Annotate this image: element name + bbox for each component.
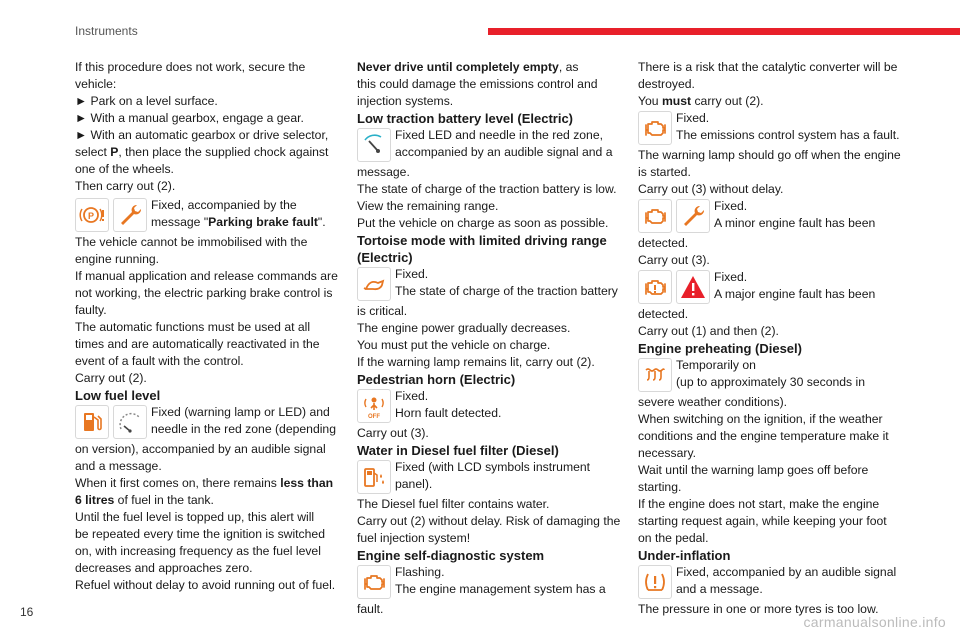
text-line: If the warning lamp remains lit, carry out (2).	[357, 355, 595, 369]
text-line: accompanied by an audible signal and a	[395, 145, 613, 159]
text-line: needle in the red zone (depending	[151, 422, 336, 436]
heading-engine-preheating: Engine preheating (Diesel)	[638, 341, 802, 356]
text-line: Carry out (1) and then (2).	[638, 324, 779, 338]
heading-low-traction-battery: Low traction battery level (Electric)	[357, 111, 574, 126]
text-line: Fixed, accompanied by the	[151, 198, 297, 212]
text-line: The emissions control system has a fault.	[676, 128, 900, 142]
engine-preheating-block	[638, 357, 908, 394]
text-line: The automatic functions must be used at all	[75, 320, 311, 334]
low-fuel-block	[75, 404, 340, 441]
parking-brake-warning-icon	[75, 198, 109, 232]
text-line: ► With an automatic gearbox or drive selector,	[75, 128, 329, 142]
fuel-gauge-icon	[113, 405, 147, 439]
text-line: Fixed.	[395, 389, 429, 403]
text-line: If manual application and release commands are	[75, 269, 338, 283]
text-line: message.	[357, 165, 410, 179]
text-line: The pressure in one or more tyres is too low.	[638, 602, 879, 616]
text-line: Fixed.	[676, 111, 710, 125]
column-middle	[357, 59, 622, 618]
fuel-pump-icon	[75, 405, 109, 439]
wrench-service-icon	[676, 199, 710, 233]
section-title: Instruments	[75, 24, 138, 38]
engine-exclamation-icon	[638, 270, 672, 304]
text-line: event of a fault with the control.	[75, 354, 244, 368]
text-line: Carry out (2) without delay. Risk of damaging the	[357, 514, 621, 528]
text-line: The vehicle cannot be immobilised with the	[75, 235, 308, 249]
text-line: one of the wheels.	[75, 162, 174, 176]
engine-icon	[638, 199, 672, 233]
text-line: Then carry out (2).	[75, 179, 176, 193]
text-line: faulty.	[75, 303, 107, 317]
text-line: The state of charge of the traction battery is low.	[357, 182, 617, 196]
text-line: (up to approximately 30 seconds in	[676, 375, 866, 389]
svg-text:P: P	[87, 211, 95, 221]
text-line: Fixed (with LCD symbols instrument	[395, 460, 591, 474]
text-line: decreases and approaches zero.	[75, 561, 253, 575]
text-line: starting request again, while keeping your foot	[638, 514, 887, 528]
heading-tortoise-mode: Tortoise mode with limited driving range	[357, 233, 607, 248]
text-line: The engine power gradually decreases.	[357, 321, 571, 335]
heading-water-in-diesel: Water in Diesel fuel filter (Diesel)	[357, 443, 559, 458]
text-line: View the remaining range.	[357, 199, 499, 213]
text-line: Refuel without delay to avoid running out of fuel.	[75, 578, 336, 592]
emissions-fault-block	[638, 110, 908, 147]
watermark: carmanualsonline.info	[803, 614, 946, 630]
heading-tortoise-mode-2: (Electric)	[357, 250, 413, 265]
text-line: engine running.	[75, 252, 160, 266]
text-line: Flashing.	[395, 565, 445, 579]
wrench-service-icon	[113, 198, 147, 232]
text-line: If the engine does not start, make the engine	[638, 497, 880, 511]
heading-pedestrian-horn: Pedestrian horn (Electric)	[357, 372, 516, 387]
text-line: detected.	[638, 307, 689, 321]
text-line: vehicle:	[75, 77, 117, 91]
text-line: Fixed.	[714, 270, 748, 284]
red-warning-triangle-icon	[676, 270, 710, 304]
text-line: be repeated every time the ignition is switched	[75, 527, 325, 541]
engine-emissions-icon	[638, 111, 672, 145]
text-line: If this procedure does not work, secure the	[75, 60, 306, 74]
engine-warning-icon	[357, 565, 391, 599]
text-line: The state of charge of the traction battery	[395, 284, 618, 298]
pedestrian-horn-off-icon	[357, 389, 391, 423]
text-line: destroyed.	[638, 77, 695, 91]
text-line: You must put the vehicle on charge.	[357, 338, 551, 352]
text-line: A major engine fault has been	[714, 287, 876, 301]
column-left	[75, 59, 340, 594]
text-line: on, with increasing frequency as the fuel level	[75, 544, 321, 558]
text-line: Horn fault detected.	[395, 406, 502, 420]
text-line: conditions and the engine temperature make it	[638, 429, 889, 443]
text-line: When it first comes on, there remains less than	[75, 476, 334, 490]
text-line: on version), accompanied by an audible signal	[75, 442, 326, 456]
text-line: Fixed LED and needle in the red zone,	[395, 128, 604, 142]
water-in-fuel-icon	[357, 460, 391, 494]
engine-self-diagnostic-block	[357, 564, 622, 601]
text-line: Wait until the warning lamp goes off before	[638, 463, 869, 477]
text-line: Put the vehicle on charge as soon as possible.	[357, 216, 609, 230]
text-line: Carry out (2).	[75, 371, 147, 385]
text-line: is started.	[638, 165, 691, 179]
column-right	[638, 59, 908, 618]
text-line: The warning lamp should go off when the engine	[638, 148, 901, 162]
tortoise-mode-block	[357, 266, 622, 303]
text-line: message "Parking brake fault".	[151, 215, 326, 229]
text-line: 6 litres of fuel in the tank.	[75, 493, 214, 507]
text-line: Carry out (3) without delay.	[638, 182, 784, 196]
text-line: necessary.	[638, 446, 697, 460]
text-line: There is a risk that the catalytic converter will be	[638, 60, 898, 74]
water-in-diesel-block	[357, 459, 622, 496]
text-line: select P, then place the supplied chock against	[75, 145, 329, 159]
text-line: starting.	[638, 480, 682, 494]
text-line: Until the fuel level is topped up, this alert will	[75, 510, 315, 524]
major-engine-fault-block	[638, 269, 908, 306]
tyre-pressure-icon	[638, 565, 672, 599]
heading-low-fuel: Low fuel level	[75, 388, 161, 403]
text-line: Fixed (warning lamp or LED) and	[151, 405, 330, 419]
text-line: ► With a manual gearbox, engage a gear.	[75, 111, 304, 125]
tortoise-icon	[357, 267, 391, 301]
text-line: fuel injection system!	[357, 531, 471, 545]
glow-plug-icon	[638, 358, 672, 392]
text-line: Fixed.	[395, 267, 429, 281]
heading-under-inflation: Under-inflation	[638, 548, 731, 563]
text-line: When switching on the ignition, if the weather	[638, 412, 883, 426]
text-line: Never drive until completely empty, as	[357, 60, 579, 74]
header-accent-bar	[488, 28, 960, 35]
text-line: Fixed.	[714, 199, 748, 213]
svg-text:OFF: OFF	[368, 414, 380, 419]
battery-gauge-icon	[357, 128, 391, 162]
text-line: A minor engine fault has been	[714, 216, 876, 230]
text-line: not working, the electric parking brake control is	[75, 286, 333, 300]
parking-brake-fault-block	[75, 197, 340, 234]
text-line: fault.	[357, 602, 384, 616]
text-line: Carry out (3).	[357, 426, 429, 440]
text-line: The engine management system has a	[395, 582, 606, 596]
under-inflation-block	[638, 564, 908, 601]
text-line: panel).	[395, 477, 433, 491]
minor-engine-fault-block	[638, 198, 908, 235]
text-line: The Diesel fuel filter contains water.	[357, 497, 550, 511]
text-line: times and are automatically reactivated in the	[75, 337, 320, 351]
text-line: this could damage the emissions control and	[357, 77, 598, 91]
text-line: severe weather conditions).	[638, 395, 788, 409]
text-line: Carry out (3).	[638, 253, 710, 267]
text-line: detected.	[638, 236, 689, 250]
text-line: Temporarily on	[676, 358, 756, 372]
text-line: is critical.	[357, 304, 408, 318]
heading-engine-self-diagnostic: Engine self-diagnostic system	[357, 548, 545, 563]
pedestrian-horn-block	[357, 388, 622, 425]
page-number: 16	[20, 605, 34, 619]
text-line: ► Park on a level surface.	[75, 94, 218, 108]
low-traction-battery-block	[357, 127, 622, 164]
text-line: and a message.	[676, 582, 763, 596]
text-line: Fixed, accompanied by an audible signal	[676, 565, 897, 579]
text-line: You must carry out (2).	[638, 94, 764, 108]
text-line: injection systems.	[357, 94, 454, 108]
text-line: on the pedal.	[638, 531, 709, 545]
text-line: and a message.	[75, 459, 162, 473]
